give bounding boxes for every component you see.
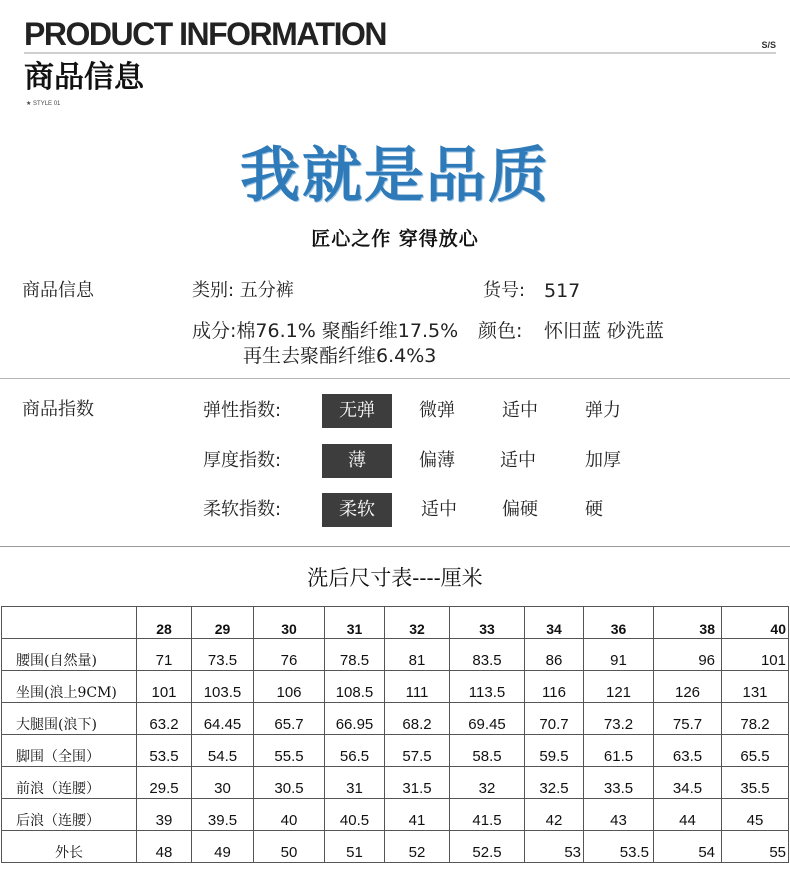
table-cell: 61.5: [584, 735, 654, 767]
table-cell: 78.2: [722, 703, 789, 735]
table-cell: 131: [722, 671, 789, 703]
table-cell: 96: [654, 639, 722, 671]
header-corner-cell: [2, 607, 137, 639]
table-cell: 48: [137, 831, 192, 863]
table-cell: 65.5: [722, 735, 789, 767]
style-code: ★ STYLE 01: [26, 101, 61, 107]
season-label: S/S: [761, 40, 776, 50]
table-cell: 45: [722, 799, 789, 831]
thickness-label: 厚度指数:: [203, 450, 282, 471]
table-cell: 68.2: [385, 703, 450, 735]
table-cell: 71: [137, 639, 192, 671]
table-cell: 69.45: [450, 703, 525, 735]
item-no-value: 517: [544, 280, 581, 302]
row-label: 大腿围(浪下): [2, 703, 137, 735]
slogan-sub: 匠心之作 穿得放心: [311, 228, 479, 250]
table-cell: 53.5: [584, 831, 654, 863]
table-cell: 101: [137, 671, 192, 703]
thickness-option-selected: 薄: [322, 444, 392, 478]
softness-option: 硬: [585, 499, 603, 520]
table-cell: 52: [385, 831, 450, 863]
table-cell: 73.2: [584, 703, 654, 735]
slogan-main: 我就是品质: [240, 141, 550, 211]
row-label: 腰围(自然量): [2, 639, 137, 671]
table-cell: 53: [525, 831, 584, 863]
table-cell: 39: [137, 799, 192, 831]
table-cell: 116: [525, 671, 584, 703]
table-cell: 75.7: [654, 703, 722, 735]
table-cell: 111: [385, 671, 450, 703]
composition-line-2: 再生去聚酯纤维6.4%3: [243, 345, 437, 367]
table-cell: 32: [450, 767, 525, 799]
table-cell: 65.7: [254, 703, 325, 735]
table-cell: 59.5: [525, 735, 584, 767]
table-cell: 53.5: [137, 735, 192, 767]
table-cell: 30: [192, 767, 254, 799]
size-header: 33: [450, 607, 525, 639]
elasticity-option: 弹力: [585, 400, 621, 421]
size-header-row: [2, 607, 789, 639]
size-header: 38: [654, 607, 722, 639]
thickness-option: 适中: [500, 450, 536, 471]
table-row: [2, 767, 789, 799]
table-cell: 29.5: [137, 767, 192, 799]
table-cell: 31.5: [385, 767, 450, 799]
table-row: [2, 639, 789, 671]
composition-line-1: 成分:棉76.1% 聚酯纤维17.5%: [192, 320, 459, 342]
table-cell: 35.5: [722, 767, 789, 799]
row-label: 外长: [2, 831, 137, 863]
table-cell: 50: [254, 831, 325, 863]
table-cell: 43: [584, 799, 654, 831]
table-cell: 106: [254, 671, 325, 703]
header-title-en: PRODUCT INFORMATION: [24, 16, 386, 52]
size-header: 32: [385, 607, 450, 639]
table-cell: 41: [385, 799, 450, 831]
thickness-option: 偏薄: [419, 450, 455, 471]
size-header: 28: [137, 607, 192, 639]
table-cell: 55.5: [254, 735, 325, 767]
row-label: 前浪（连腰）: [2, 767, 137, 799]
table-cell: 40: [254, 799, 325, 831]
table-cell: 52.5: [450, 831, 525, 863]
table-cell: 91: [584, 639, 654, 671]
row-label: 脚围（全围）: [2, 735, 137, 767]
table-cell: 34.5: [654, 767, 722, 799]
index-section-label: 商品指数: [22, 399, 94, 420]
table-cell: 41.5: [450, 799, 525, 831]
table-row: [2, 831, 789, 863]
table-cell: 44: [654, 799, 722, 831]
table-row: [2, 799, 789, 831]
color-value: 怀旧蓝 砂洗蓝: [544, 320, 665, 342]
table-cell: 73.5: [192, 639, 254, 671]
section-divider: [0, 378, 790, 379]
table-cell: 57.5: [385, 735, 450, 767]
size-table: [1, 606, 789, 863]
table-cell: 121: [584, 671, 654, 703]
table-cell: 32.5: [525, 767, 584, 799]
table-cell: 51: [325, 831, 385, 863]
size-header: 30: [254, 607, 325, 639]
table-cell: 76: [254, 639, 325, 671]
table-cell: 31: [325, 767, 385, 799]
item-no-label: 货号:: [483, 280, 526, 301]
elasticity-label: 弹性指数:: [203, 400, 282, 421]
table-cell: 49: [192, 831, 254, 863]
table-cell: 33.5: [584, 767, 654, 799]
row-label: 后浪（连腰）: [2, 799, 137, 831]
size-header: 31: [325, 607, 385, 639]
size-table-frame: [0, 546, 790, 547]
size-header: 40: [722, 607, 789, 639]
table-cell: 126: [654, 671, 722, 703]
table-cell: 70.7: [525, 703, 584, 735]
elasticity-option: 微弹: [419, 400, 455, 421]
table-cell: 40.5: [325, 799, 385, 831]
table-cell: 54.5: [192, 735, 254, 767]
table-cell: 66.95: [325, 703, 385, 735]
table-cell: 39.5: [192, 799, 254, 831]
table-cell: 64.45: [192, 703, 254, 735]
table-row: [2, 735, 789, 767]
table-cell: 86: [525, 639, 584, 671]
softness-option: 偏硬: [502, 499, 538, 520]
softness-option-selected: 柔软: [322, 493, 392, 527]
table-cell: 63.5: [654, 735, 722, 767]
softness-label: 柔软指数:: [203, 499, 282, 520]
info-section-label: 商品信息: [22, 280, 94, 301]
thickness-option: 加厚: [585, 450, 621, 471]
size-header: 36: [584, 607, 654, 639]
table-cell: 108.5: [325, 671, 385, 703]
table-cell: 30.5: [254, 767, 325, 799]
table-cell: 78.5: [325, 639, 385, 671]
table-row: [2, 671, 789, 703]
table-cell: 55: [722, 831, 789, 863]
size-header: 29: [192, 607, 254, 639]
table-cell: 58.5: [450, 735, 525, 767]
table-row: [2, 703, 789, 735]
header-divider: [24, 52, 776, 54]
table-cell: 83.5: [450, 639, 525, 671]
table-cell: 63.2: [137, 703, 192, 735]
softness-option: 适中: [421, 499, 457, 520]
table-cell: 113.5: [450, 671, 525, 703]
table-cell: 101: [722, 639, 789, 671]
size-table-title: 洗后尺寸表----厘米: [307, 566, 483, 590]
header-title-cn: 商品信息: [24, 60, 144, 95]
category-text: 类别: 五分裤: [192, 280, 294, 301]
row-label: 坐围(浪上9CM): [2, 671, 137, 703]
elasticity-option: 适中: [502, 400, 538, 421]
color-label: 颜色:: [478, 320, 523, 342]
size-header: 34: [525, 607, 584, 639]
table-cell: 54: [654, 831, 722, 863]
table-cell: 56.5: [325, 735, 385, 767]
elasticity-option-selected: 无弹: [322, 394, 392, 428]
table-cell: 42: [525, 799, 584, 831]
table-cell: 81: [385, 639, 450, 671]
table-cell: 103.5: [192, 671, 254, 703]
